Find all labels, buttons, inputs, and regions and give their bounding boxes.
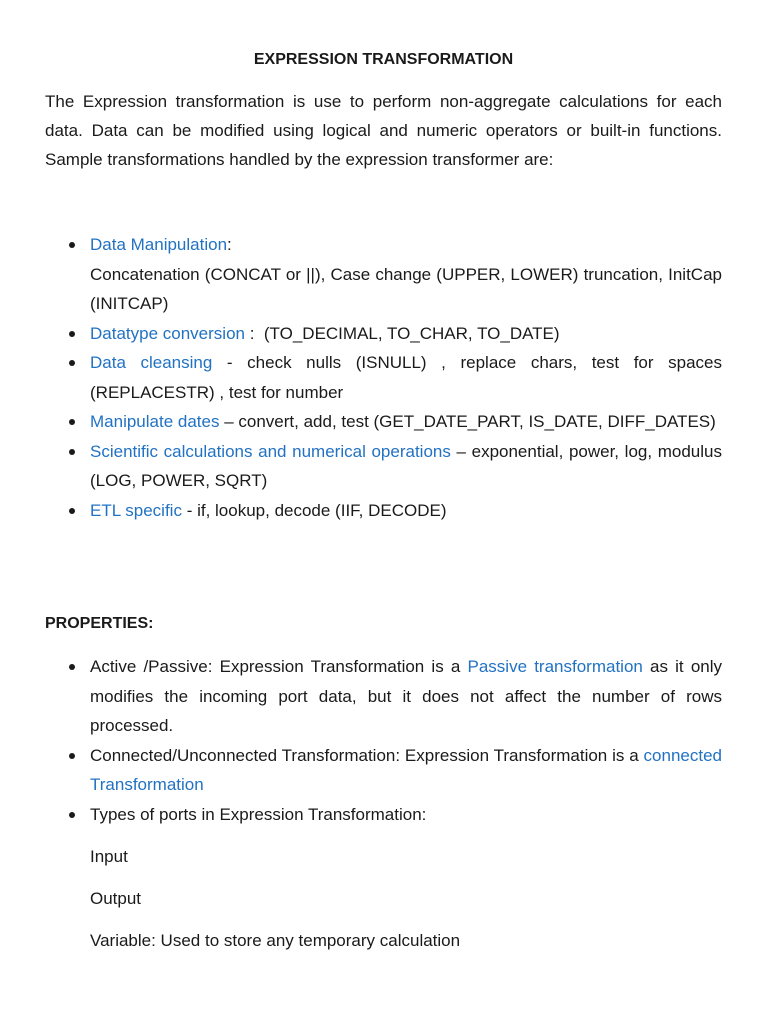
list-item bbox=[45, 348, 722, 407]
item-text: : (TO_DECIMAL, TO_CHAR, TO_DATE) bbox=[244, 323, 560, 343]
item-label: Scientific calculations and numerical operations bbox=[90, 441, 451, 461]
item-separator: : bbox=[227, 235, 232, 254]
list-item bbox=[45, 496, 722, 526]
connected-transformation-link: connected Transformation bbox=[90, 745, 722, 794]
port-type-variable: Variable: Used to store any temporary calculation bbox=[90, 931, 461, 950]
item-label: Data cleansing bbox=[90, 353, 213, 372]
item-text: - check nulls (ISNULL) , replace chars, test for spaces (REPLACESTR) , test for number bbox=[90, 353, 722, 402]
item-label: ETL specific bbox=[90, 500, 182, 520]
document-title: EXPRESSION TRANSFORMATION bbox=[253, 51, 514, 68]
port-type-input: Input bbox=[90, 847, 128, 866]
intro-paragraph: The Expression transformation is use to perform non-aggregate calculations for each data. Data can be modified using logical and numeric operators or built-in functions. Sample transformations handled by the expression transformer are: bbox=[45, 92, 722, 169]
list-item bbox=[45, 407, 722, 437]
item-text: – exponential, power, log, modulus (LOG, POWER, SQRT) bbox=[90, 441, 722, 490]
list-item bbox=[45, 741, 722, 800]
item-text: – convert, add, test (GET_DATE_PART, IS_DATE, DIFF_DATES) bbox=[219, 412, 716, 431]
list-item bbox=[45, 230, 722, 319]
list-item bbox=[45, 800, 722, 830]
list-item bbox=[45, 652, 722, 741]
item-label: Manipulate dates bbox=[90, 412, 220, 431]
list-item bbox=[45, 437, 722, 496]
properties-heading: PROPERTIES: bbox=[45, 615, 154, 632]
port-type-output: Output bbox=[90, 889, 142, 908]
document-page bbox=[45, 0, 722, 1024]
properties-list bbox=[45, 652, 722, 829]
list-item bbox=[45, 319, 722, 349]
item-label: Data Manipulation bbox=[90, 235, 228, 254]
item-text: - if, lookup, decode (IIF, DECODE) bbox=[181, 500, 447, 520]
passive-transformation-link: Passive transformation bbox=[467, 657, 643, 676]
property-text: as it only modifies the incoming port data, but it does not affect the number of rows processed. bbox=[90, 657, 723, 735]
item-text: Concatenation (CONCAT or ||), Case change (UPPER, LOWER) truncation, InitCap (INITCAP) bbox=[90, 264, 722, 313]
sample-transformations-list bbox=[45, 230, 722, 525]
item-label: Datatype conversion bbox=[90, 323, 245, 343]
property-text: Types of ports in Expression Transformation: bbox=[90, 804, 427, 824]
property-text: Active /Passive: Expression Transformation is a bbox=[90, 657, 468, 676]
property-text: Connected/Unconnected Transformation: Expression Transformation is a bbox=[90, 745, 644, 765]
